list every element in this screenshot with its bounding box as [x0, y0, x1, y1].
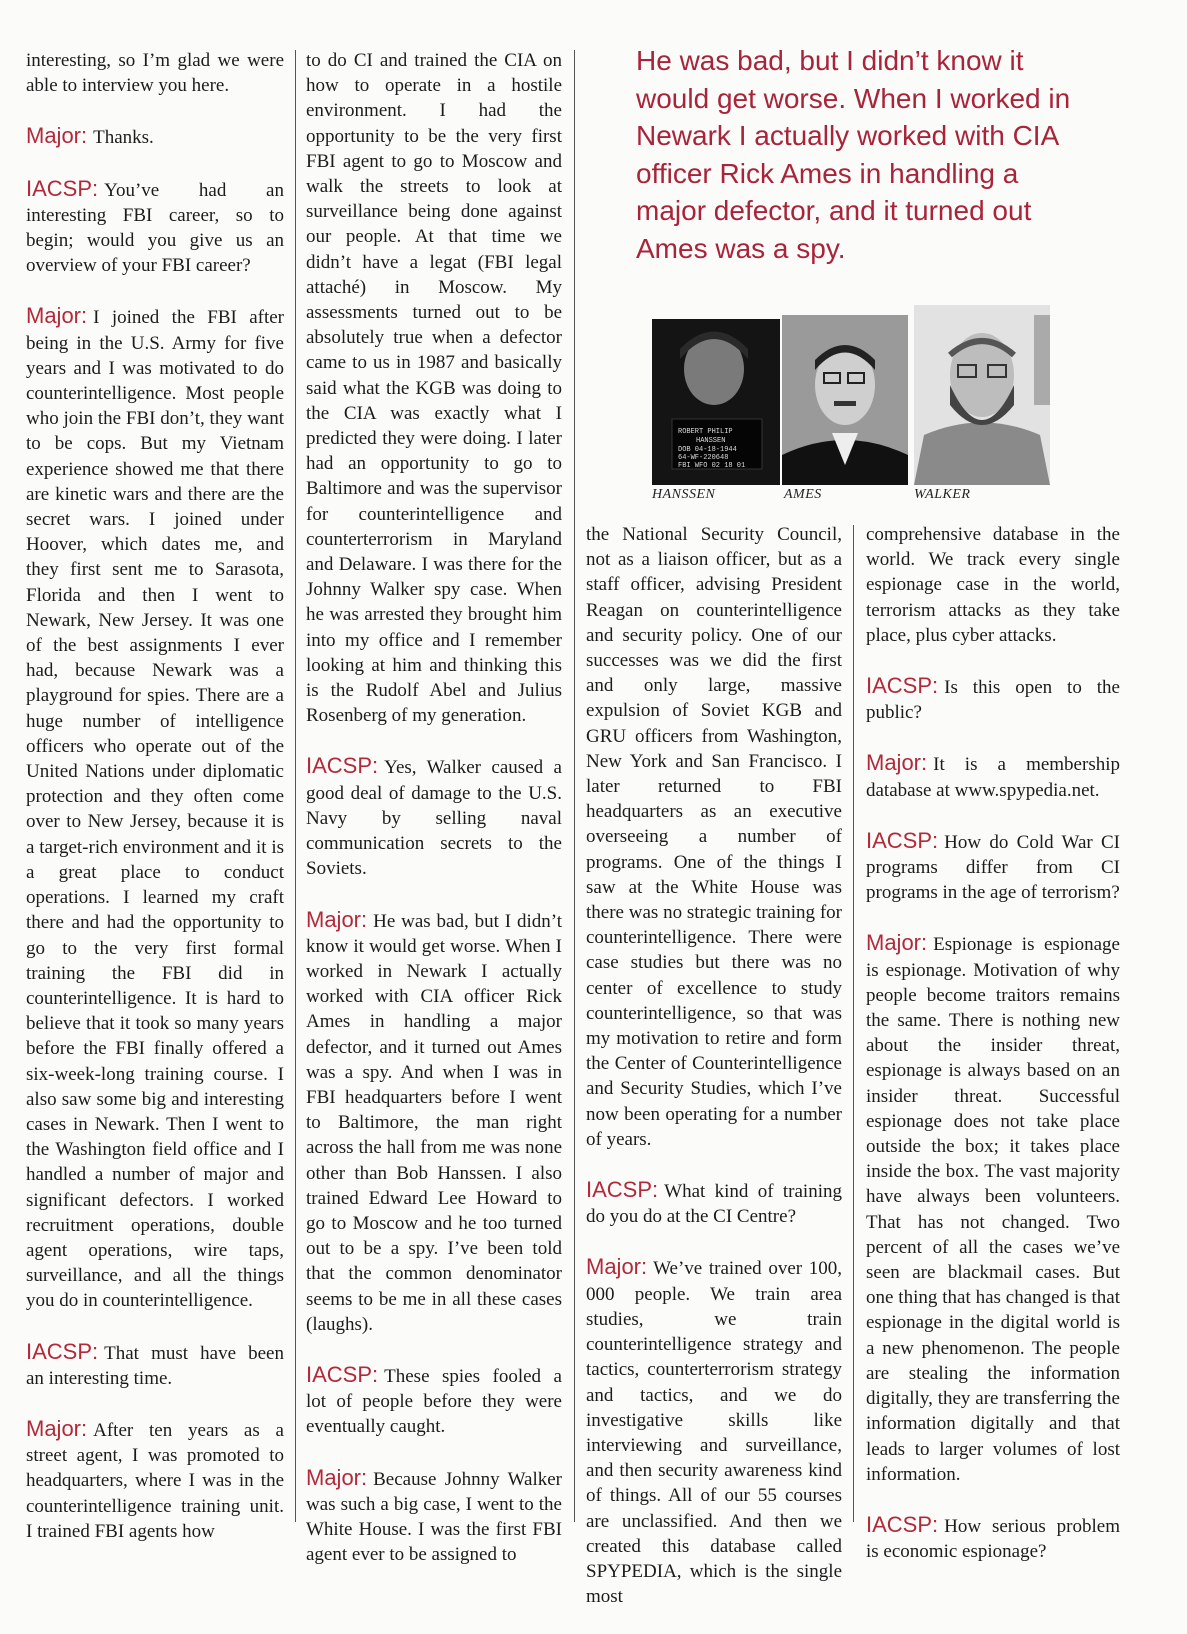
photo-caption: HANSSEN [652, 487, 716, 502]
paragraph-text: What kind of training do you do at the CI Centre? [586, 1181, 842, 1228]
speaker-label: Major: [586, 1254, 648, 1280]
photo-strip [652, 305, 1052, 505]
paragraph-text: That must have been an interesting time. [26, 1342, 284, 1389]
paragraph-text: the National Security Council, not as a liaison officer, but as a staff officer, advising President Reagan on counterintelligence and security policy. One of our successes was we did the first and only large, massive expulsion of Soviet KGB and GRU officers from Washington, New York and San Francisco. I later returned to FBI headquarters as an executive overseeing a number of programs. One of the things I saw at the White House was there was no strategic training for counterintelligence. There were case studies but there was no center of excellence to study counterintelligence, so that was my motivation to retire and form the Center of Counterintelligence and Security Studies, which I’ve now been operating for a number of years. [586, 524, 842, 1150]
interview-paragraph [306, 1362, 562, 1440]
placard-line: HANSSEN [696, 437, 726, 445]
column-3 [586, 522, 842, 1634]
placard-line: ROBERT PHILIP [678, 428, 733, 436]
placard-line: FBI WFO 02 18 01 [678, 462, 746, 470]
interview-paragraph [306, 753, 562, 881]
speaker-label: Major: [866, 750, 928, 776]
speaker-label: Major: [866, 930, 928, 956]
paragraph-text: Yes, Walker caused a good deal of damage to the U.S. Navy by selling naval communication secrets to the Soviets. [306, 757, 562, 880]
interview-paragraph [586, 1254, 842, 1609]
speaker-label: IACSP: [306, 1361, 379, 1387]
speaker-label: IACSP: [866, 673, 939, 699]
interview-paragraph [26, 123, 284, 150]
column-rule [295, 50, 296, 1522]
photo-caption: AMES [784, 487, 822, 502]
speaker-label: Major: [306, 1464, 368, 1490]
hanssen-photo [652, 319, 780, 485]
column-1 [26, 48, 284, 1569]
interview-paragraph [26, 176, 284, 279]
paragraph-text: to do CI and trained the CIA on how to operate in a hostile environment. I had the opportunity to be the very first FBI agent to go to Moscow and walk the streets to look at surveillance being done against our people. At that time we didn’t have a legat (FBI legal attaché) in Moscow. My assessments turned out to be absolutely true when a defector came to us in 1987 and basically said what the KGB was doing to the CIA was exactly what I predicted they were doing. I later had an opportunity to go to Baltimore and was the supervisor for counterintelligence and counterterrorism in Maryland and Delaware. I was there for the Johnny Walker spy case. When he was arrested they brought him into my office and I remember looking at him and thinking this is the Rudolf Abel and Julius Rosenberg of my generation. [306, 50, 562, 727]
paragraph-text: I joined the FBI after being in the U.S. Army for five years and I was motivated to do counterintelligence. Most people who join the FBI don’t, they want to be cops. But my Vietnam experience showed me that there are kinetic wars and there are the secret wars. I joined under Hoover, which dates me, and they first sent me to Sarasota, Florida and then I went to Newark, New Jersey. It was one of the best assignments I ever had, because Newark was a playground for spies. There are a huge number of intelligence officers who operate out of the United Nations under diplomatic protection and they often come over to New Jersey, because it is a target-rich environment and it is a great place to conduct operations. I learned my craft there and had the opportunity to go to the very first formal training the FBI did in counterintelligence. It is hard to believe that it took so many years before the FBI finally offered a six-week-long training course. I also saw some big and interesting cases in Newark. Then I went to the Washington field office and I handled a number of major and significant defectors. I worked recruitment operations, double agent operations, wire taps, surveillance, and all the things you do in counterintelligence. [26, 307, 284, 1312]
interview-paragraph [866, 750, 1120, 802]
speaker-label: IACSP: [866, 827, 939, 853]
speaker-label: IACSP: [866, 1511, 939, 1537]
column-2 [306, 48, 562, 1592]
interview-paragraph [306, 907, 562, 1337]
interview-paragraph [586, 522, 842, 1152]
speaker-label: IACSP: [26, 175, 99, 201]
pull-quote: He was bad, but I didn’t know it would get worse. When I worked in Newark I actually worked with CIA officer Rick Ames in handling a major defector, and it turned out Ames was a spy. [636, 45, 1071, 264]
speaker-label: Major: [26, 303, 88, 329]
interview-paragraph [866, 673, 1120, 725]
speaker-label: Major: [306, 906, 368, 932]
paragraph-text: He was bad, but I didn’t know it would get worse. When I worked in Newark I actually worked with CIA officer Rick Ames in handling a major defector, and it turned out Ames was a spy. And when I was in FBI headquarters before I went to Baltimore, the man right across the hall from me was none other than Bob Hanssen. I also trained Edward Lee Howard to go to Moscow and he too turned out to be a spy. I’ve been told that the common denominator seems to be me in all these cases (laughs). [306, 910, 562, 1335]
photo-caption: WALKER [914, 487, 971, 502]
column-rule [853, 525, 854, 1522]
interview-paragraph [866, 930, 1120, 1486]
interview-paragraph [26, 303, 284, 1313]
interview-paragraph [26, 48, 284, 98]
paragraph-text: These spies fooled a lot of people before they were eventually caught. [306, 1365, 562, 1438]
column-4 [866, 522, 1120, 1589]
speaker-label: IACSP: [306, 753, 379, 779]
interview-paragraph [866, 522, 1120, 648]
placard-line: 64-WF-220648 [678, 454, 729, 462]
paragraph-text: It is a membership database at www.spypedia.net. [866, 754, 1120, 801]
paragraph-text: Thanks. [93, 127, 154, 149]
column-rule [574, 50, 575, 1522]
interview-paragraph [586, 1177, 842, 1229]
placard-line: DOB 04-18-1944 [678, 446, 737, 454]
interview-paragraph [26, 1339, 284, 1391]
paragraph-text: How serious problem is economic espionage? [866, 1515, 1120, 1563]
interview-paragraph [866, 828, 1120, 906]
speaker-label: IACSP: [586, 1177, 659, 1203]
ames-photo [782, 315, 908, 485]
paragraph-text: Is this open to the public? [866, 677, 1120, 724]
interview-paragraph [306, 1465, 562, 1568]
interview-paragraph [866, 1512, 1120, 1564]
paragraph-text: comprehensive database in the world. We track every single espionage case in the world, terrorism attacks as they take place, plus cyber attacks. [866, 524, 1120, 646]
speaker-label: IACSP: [26, 1338, 99, 1364]
paragraph-text: You’ve had an interesting FBI career, so to begin; would you give us an overview of your FBI career? [26, 179, 284, 277]
interview-paragraph [306, 48, 562, 728]
paragraph-text: Because Johnny Walker was such a big case, I went to the White House. I was the first FBI agent ever to be assigned to [306, 1468, 562, 1566]
interview-paragraph [26, 1416, 284, 1544]
paragraph-text: We’ve trained over 100, 000 people. We train area studies, we train counterintelligence strategy and tactics, counterterrorism strategy and tactics, and we do investigative skills like interviewing and surveillance, and then security awareness kind of things. All of our 55 courses are unclassified. And then we created this database called SPYPEDIA, which is the single most [586, 1258, 842, 1608]
paragraph-text: interesting, so I’m glad we were able to interview you here. [26, 50, 284, 97]
walker-photo [914, 305, 1050, 485]
speaker-label: Major: [26, 123, 88, 149]
paragraph-text: How do Cold War CI programs differ from CI programs in the age of terrorism? [866, 831, 1120, 904]
paragraph-text: Espionage is espionage is espionage. Motivation of why people become traitors remains the same. There is nothing new about the insider threat, espionage is always based on an insider threat. Successful espionage does not take place outside the box; it takes place inside the box. The vast majority have always been volunteers. That has not changed. Two percent of all the cases we’ve seen are blackmail cases. But one thing that has changed is that espionage in the digital world is a new phenomenon. The people are stealing the information digitally, they are transferring the information digitally and that leads to larger volumes of lost information. [866, 934, 1120, 1485]
speaker-label: Major: [26, 1415, 88, 1441]
paragraph-text: After ten years as a street agent, I was promoted to headquarters, where I was in the counterintelligence training unit. I trained FBI agents how [26, 1419, 284, 1542]
